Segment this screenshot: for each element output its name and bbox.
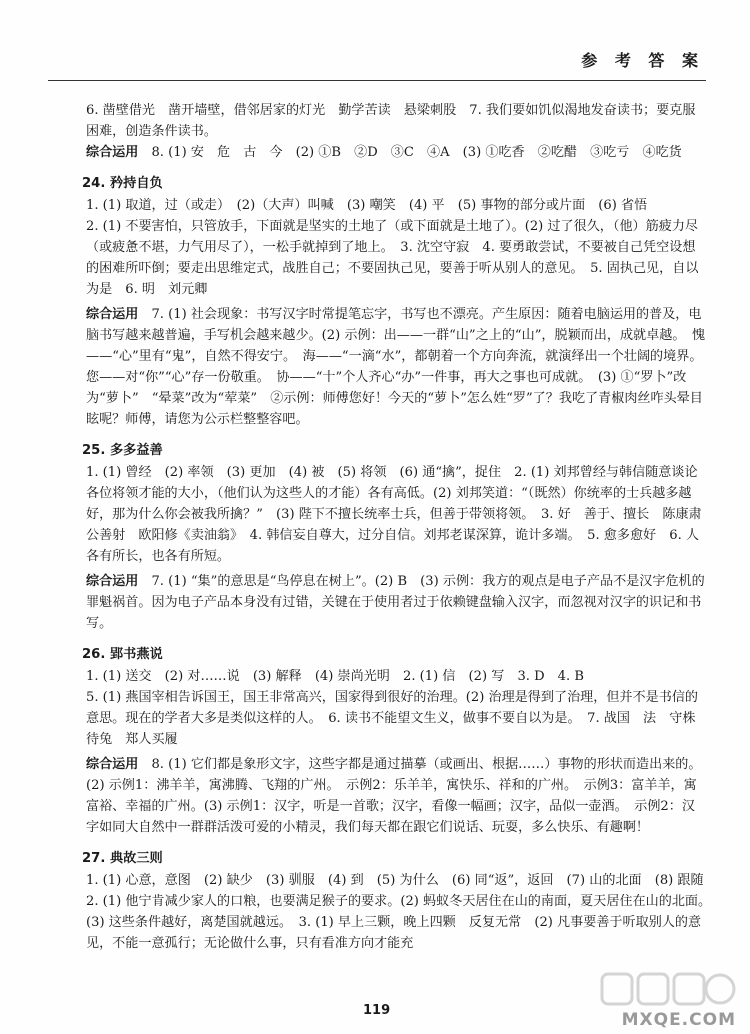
applied-label: 综合运用	[86, 757, 139, 772]
page-header: 参 考 答 案	[581, 51, 704, 70]
section-24	[82, 173, 709, 430]
section-25	[82, 440, 706, 634]
section-27	[82, 848, 718, 954]
continuation-applied	[86, 142, 706, 163]
applied-label: 综合运用	[86, 307, 139, 322]
applied-paragraph	[86, 754, 706, 838]
applied-text: 8. (1) 它们都是象形文字，这些字都是通过描摹（或画出、根据……）事物的形状而造出来的。(2) 示例1：沸羊羊，寓沸腾、飞翔的广州。 示例2：乐羊羊，寓快乐、祥和的广州。 示例3：富羊羊，寓富裕、幸福的广州。(3) 示例1：汉字，听是一首歌；汉字，看像一幅画；汉字，品似一壶酒。 示例2：汉字如同大自然中一群群活泼可爱的小精灵，我们每天都在跟它们说话、玩耍，多么快乐、有趣啊！	[86, 757, 702, 835]
applied-paragraph	[86, 571, 706, 634]
applied-text: 7. (1) 社会现象：书写汉字时常提笔忘字，书写也不漂亮。产生原因：随着电脑运用的普及，电脑书写越来越普遍，手写机会越来越少。(2) 示例：出——一群“山”之上的“山”，脱颖而出，成就卓越。 愧——“心”里有“鬼”，自然不得安宁。 海——“一滴“水”，都朝着一个方向奔流，就演绎出一个壮阔的境界。 您——对“你”“心”存一份敬重。 协——“十”个人齐心“办”一件事，再大之事也可成就。 (3) ①“罗卜”改为“萝卜” “晕菜”改为“荤菜” ②示例：师傅您好！今天的“萝卜”怎么姓“罗”了？我吃了青椒肉丝咋头晕目眩呢？师傅，请您为公示栏整整容吧。	[86, 307, 709, 427]
answer-content	[82, 100, 718, 954]
answer-paragraph: 1. (1) 心意，意图 (2) 缺少 (3) 驯服 (4) 到 (5) 为什么 (6) 同“返”，返回 (7) 山的北面 (8) 跟随 2. (1) 他宁肯减少家人的口粮，也要满足猴子的要求。(2) 蚂蚁冬天居住在山的南面，夏天居住在山的北面。 (3) 这些条件越好，离楚国就越远。 3. (1) 早上三颗，晚上四颗 反复无常 (2) 凡事要善于听取别人的意见，不能一意孤行；无论做什么事，只有看准方向才能充	[86, 873, 718, 951]
applied-paragraph	[86, 304, 709, 430]
header-rule	[48, 80, 706, 81]
answer-paragraph: 1. (1) 取道，过（或走） (2)（大声）叫喊 (3) 嘲笑 (4) 平 (5) 事物的部分或片面 (6) 省悟	[86, 198, 648, 213]
answer-paragraph: 2. (1) 不要害怕，只管放手，下面就是坚实的土地了（或下面就是土地了）。(2) 过了很久，（他）筋疲力尽（或疲惫不堪，力气用尽了），一松手就掉到了地上。 3. 沈空守寂 4. 要勇敢尝试，不要被自己凭空设想的困难所吓倒；要走出思维定式，战胜自己；不要固执己见，要善于听从别人的意见。 5. 固执己见，自以为是 6. 明 刘元卿	[86, 219, 699, 297]
answer-paragraph: 5. (1) 燕国宰相告诉国王，国王非常高兴，国家得到很好的治理。(2) 治理是得到了治理，但并不是书信的意思。现在的学者大多是类似这样的人。 6. 读书不能望文生义，做事不要自以为是。 7. 战国 法 守株待兔 郑人买履	[86, 690, 699, 747]
section-title: 25. 多多益善	[82, 443, 163, 458]
watermark-text: MXQE.COM	[621, 1010, 736, 1030]
applied-text: 7. (1) “集”的意思是“鸟停息在树上”。(2) B (3) 示例：我方的观点是电子产品不是汉字危机的罪魁祸首。因为电子产品本身没有过错，关键在于使用者过于依赖键盘输入汉字，而忽视对汉字的识记和书写。	[86, 574, 705, 631]
applied-label: 综合运用	[86, 145, 139, 160]
answer-paragraph: 1. (1) 送交 (2) 对……说 (3) 解释 (4) 崇尚光明 2. (1) 信 (2) 写 3. D 4. B	[86, 669, 584, 684]
section-title: 26. 郢书燕说	[82, 647, 163, 662]
applied-label: 综合运用	[86, 574, 139, 589]
page-number: 119	[363, 1003, 391, 1018]
applied-text: 8. (1) 安 危 古 今 (2) ①B ②D ③C ④A (3) ①吃香 ②吃醋 ③吃亏 ④吃货	[151, 145, 682, 160]
section-title: 24. 矜持自负	[82, 176, 163, 191]
continuation-paragraph: 6. 凿壁借光 凿开墙壁，借邻居家的灯光 勤学苦读 悬梁刺股 7. 我们要如饥似渴地发奋读书；要克服困难，创造条件读书。	[86, 103, 696, 139]
section-26	[82, 644, 706, 838]
answer-paragraph: 1. (1) 曾经 (2) 率领 (3) 更加 (4) 被 (5) 将领 (6) 通“擒”，捉住 2. (1) 刘邦曾经与韩信随意谈论各位将领才能的大小，（他们认为这些人的才能）各有高低。(2) 刘邦笑道：“（既然）你统率的士兵越多越好，那为什么你会被我所擒？” (3) 陛下不擅长统率士兵，但善于带领将领。 3. 好 善于、擅长 陈康肃公善射 欧阳修《卖油翁》 4. 韩信妄自尊大，过分自信。刘邦老谋深算，诡计多端。 5. 愈多愈好 6. 人各有所长，也各有所短。	[86, 465, 702, 564]
section-title: 27. 典故三则	[82, 851, 163, 866]
